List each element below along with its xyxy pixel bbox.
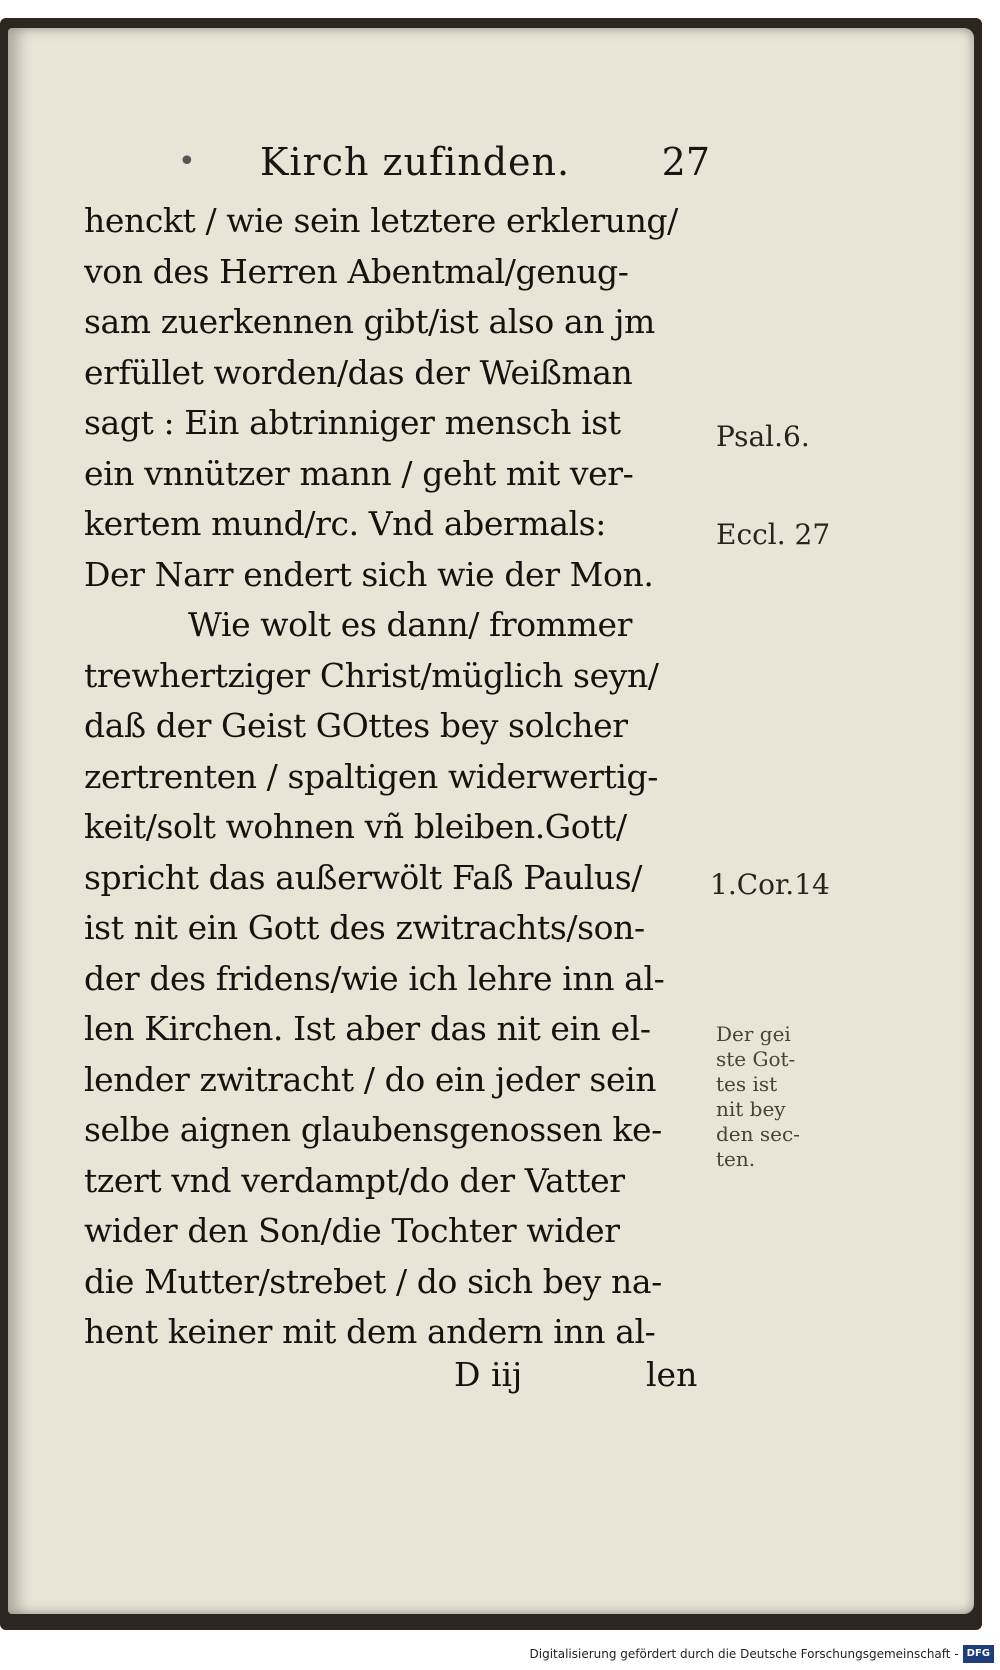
catchword: len (646, 1355, 698, 1394)
margin-gloss (716, 1022, 846, 1172)
gloss-line: Der gei (716, 1022, 791, 1046)
text-line: selbe aignen glaubensgenossen ke- (84, 1110, 662, 1149)
gloss-line: den sec- (716, 1122, 800, 1146)
text-line: Der Narr endert sich wie der Mon. (84, 554, 654, 594)
text-line: kertem mund/rc. Vnd abermals: (84, 504, 606, 543)
header-title: Kirch zufinden. (260, 140, 571, 184)
funding-footer (530, 1642, 995, 1666)
gloss-line: nit bey (716, 1097, 786, 1121)
header-ornament: • (178, 144, 196, 179)
text-line: trewhertziger Christ/müglich seyn/ (84, 655, 659, 695)
margin-note-ecclesiasticus: Eccl. 27 (716, 518, 831, 551)
text-line: keit/solt wohnen vñ bleiben.Gott/ (84, 807, 627, 846)
text-line: zertrenten / spaltigen widerwertig- (84, 756, 659, 796)
text-line: erfüllet worden/das der Weißman (84, 352, 633, 392)
running-header (170, 136, 710, 188)
text-line: lender zwitracht / do ein jeder sein (84, 1059, 657, 1099)
text-line: wider den Son/die Tochter wider (84, 1211, 620, 1250)
text-line: sam zuerkennen gibt/ist also an jm (84, 302, 655, 341)
text-line: Wie wolt es dann/ frommer (188, 605, 632, 644)
main-text-block (84, 196, 709, 1358)
margin-note-psalm: Psal.6. (716, 420, 810, 453)
text-line: die Mutter/strebet / do sich bey na- (84, 1261, 662, 1301)
text-line: ist nit ein Gott des zwitrachts/son- (84, 908, 645, 947)
text-line: len Kirchen. Ist aber das nit ein el- (84, 1009, 651, 1048)
text-line: ein vnnützer mann / geht mit ver- (84, 453, 634, 493)
page-number: 27 (661, 140, 710, 184)
text-line: hent keiner mit dem andern inn al- (84, 1312, 656, 1351)
gloss-line: ste Got- (716, 1047, 796, 1071)
text-line: der des fridens/wie ich lehre inn al- (84, 958, 665, 998)
margin-note-corinthians: 1.Cor.14 (710, 868, 830, 901)
dfg-logo: DFG (963, 1645, 994, 1663)
funding-credit: Digitalisierung gefördert durch die Deutsche Forschungsgemeinschaft - (529, 1647, 959, 1661)
text-line: tzert vnd verdampt/do der Vatter (84, 1160, 625, 1200)
text-line: spricht das außerwölt Faß Paulus/ (84, 857, 642, 897)
gloss-line: ten. (716, 1147, 756, 1171)
text-line: daß der Geist GOttes bey solcher (84, 706, 628, 745)
gloss-line: tes ist (716, 1072, 778, 1096)
signature-mark: D iij (454, 1355, 523, 1394)
text-line: von des Herren Abentmal/genug- (84, 251, 629, 291)
text-line: henckt / wie sein letztere erklerung/ (84, 201, 678, 240)
text-line: sagt : Ein abtrinniger mensch ist (84, 403, 621, 442)
